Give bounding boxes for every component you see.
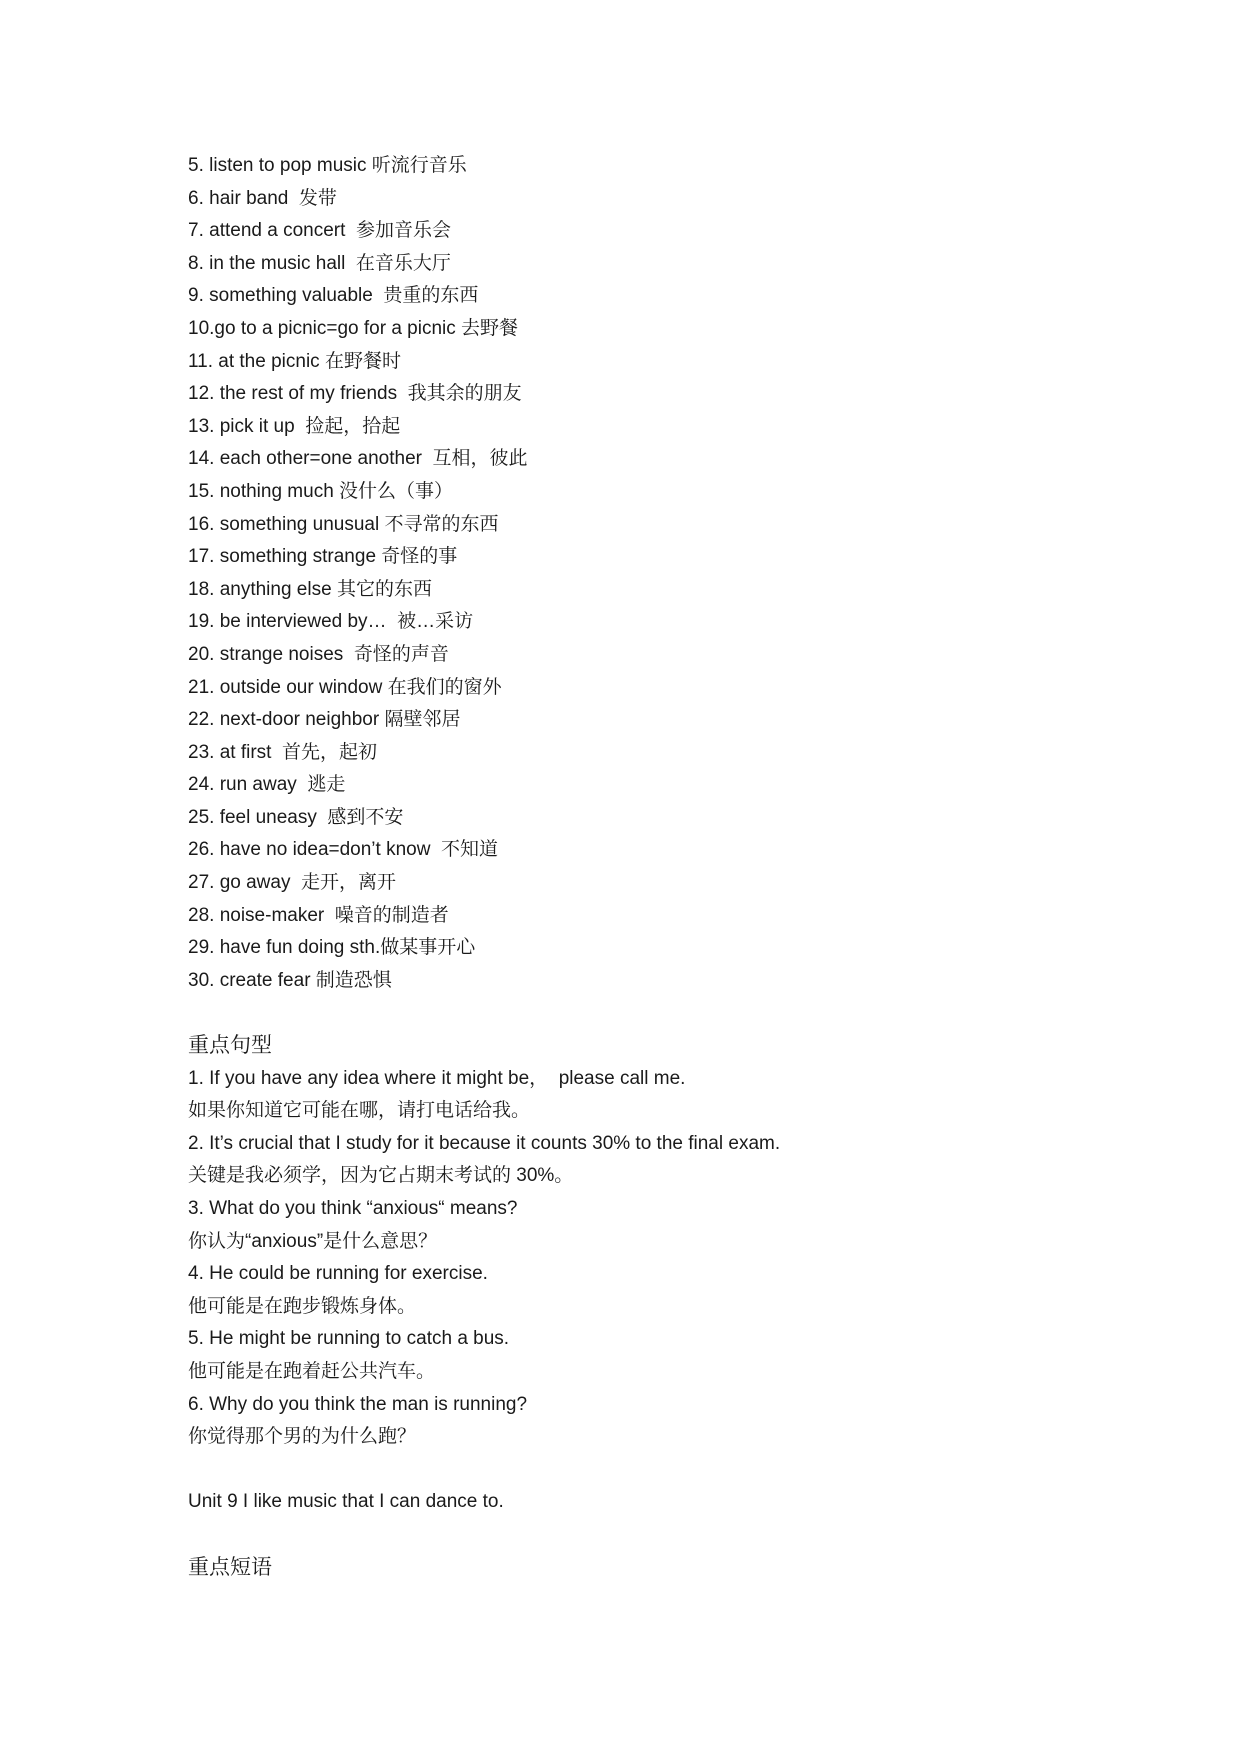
sentence-zh: 如果你知道它可能在哪，请打电话给我。 bbox=[188, 1100, 531, 1122]
phrase-item: 12. the rest of my friends 我其余的朋友 bbox=[188, 383, 522, 405]
sentence-en: 2. It’s crucial that I study for it because it counts 30% to the final exam. bbox=[188, 1132, 781, 1154]
sentence-zh: 你觉得那个男的为什么跑？ bbox=[188, 1426, 417, 1448]
phrase-item: 6. hair band 发带 bbox=[188, 187, 337, 209]
sentence-en: 1. If you have any idea where it might be， please call me. bbox=[188, 1067, 686, 1089]
sentence-zh: 你认为“anxious”是什么意思？ bbox=[188, 1230, 438, 1252]
phrase-item: 11. at the picnic 在野餐时 bbox=[188, 350, 401, 372]
blank-line bbox=[188, 997, 1188, 1030]
phrase-item: 14. each other=one another 互相，彼此 bbox=[188, 448, 528, 470]
phrase-item: 15. nothing much 没什么（事） bbox=[188, 480, 454, 502]
phrase-item: 18. anything else 其它的东西 bbox=[188, 578, 432, 600]
sentence-en: 5. He might be running to catch a bus. bbox=[188, 1328, 510, 1350]
phrase-item: 13. pick it up 捡起，拾起 bbox=[188, 415, 401, 437]
phrase-item: 5. listen to pop music 听流行音乐 bbox=[188, 155, 467, 176]
sentences-heading: 重点句型 bbox=[188, 1034, 272, 1058]
phrase-item: 30. create fear 制造恐惧 bbox=[188, 969, 392, 991]
phrase-item: 17. something strange 奇怪的事 bbox=[188, 546, 458, 568]
unit-title: Unit 9 I like music that I can dance to. bbox=[188, 1491, 504, 1513]
phrase-item: 29. have fun doing sth.做某事开心 bbox=[188, 937, 476, 959]
phrase-item: 26. have no idea=don’t know 不知道 bbox=[188, 839, 498, 861]
phrase-item: 20. strange noises 奇怪的声音 bbox=[188, 643, 449, 665]
phrase-item: 10.go to a picnic=go for a picnic 去野餐 bbox=[188, 317, 519, 339]
phrase-item: 24. run away 逃走 bbox=[188, 774, 346, 796]
sentence-en: 6. Why do you think the man is running? bbox=[188, 1393, 528, 1415]
sentence-list bbox=[188, 1063, 1188, 1454]
phrase-item: 21. outside our window 在我们的窗外 bbox=[188, 676, 502, 698]
phrase-item: 28. noise-maker 噪音的制造者 bbox=[188, 904, 449, 926]
sentence-zh: 关键是我必须学，因为它占期末考试的 30%。 bbox=[188, 1165, 574, 1187]
phrase-item: 27. go away 走开，离开 bbox=[188, 872, 397, 894]
phrase-item: 7. attend a concert 参加音乐会 bbox=[188, 220, 451, 242]
phrase-item: 25. feel uneasy 感到不安 bbox=[188, 806, 404, 828]
phrase-item: 19. be interviewed by… 被…采访 bbox=[188, 611, 474, 633]
phrases-heading: 重点短语 bbox=[188, 1555, 272, 1579]
sentence-zh: 他可能是在跑步锻炼身体。 bbox=[188, 1295, 417, 1317]
blank-line bbox=[188, 1519, 1188, 1552]
phrase-item: 16. something unusual 不寻常的东西 bbox=[188, 513, 499, 535]
phrase-item: 23. at first 首先，起初 bbox=[188, 741, 377, 763]
phrase-item: 8. in the music hall 在音乐大厅 bbox=[188, 252, 451, 274]
phrase-list bbox=[188, 150, 1188, 997]
document-page bbox=[188, 150, 1188, 1584]
sentence-en: 3. What do you think “anxious“ means? bbox=[188, 1198, 518, 1219]
sentence-en: 4. He could be running for exercise. bbox=[188, 1263, 488, 1285]
phrase-item: 9. something valuable 贵重的东西 bbox=[188, 285, 479, 307]
blank-line bbox=[188, 1454, 1188, 1487]
phrase-item: 22. next-door neighbor 隔壁邻居 bbox=[188, 709, 461, 731]
sentence-zh: 他可能是在跑着赶公共汽车。 bbox=[188, 1360, 436, 1382]
